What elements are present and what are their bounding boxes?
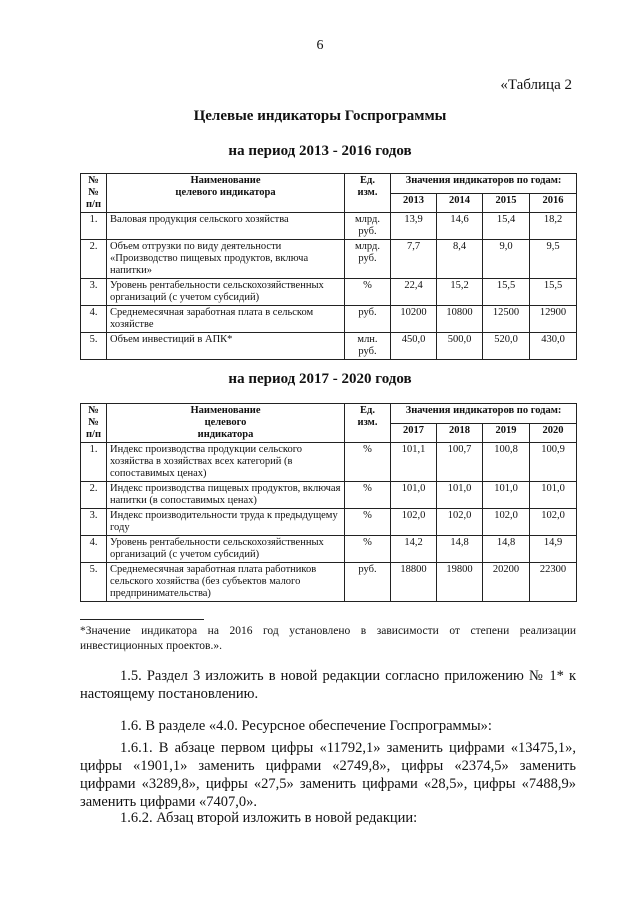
header-unit: Ед. изм. [345, 174, 391, 213]
year-header: 2015 [483, 193, 530, 213]
row-number: 4. [81, 536, 107, 563]
indicator-name: Среднемесячная заработная плата работников сельского хозяйства (без субъектов малого предпринимательства) [107, 563, 345, 602]
table-row [81, 240, 577, 279]
header-name: Наименование целевого индикатора [107, 404, 345, 443]
row-number: 1. [81, 443, 107, 482]
paragraph-1-6-1: 1.6.1. В абзаце первом цифры «11792,1» заменить цифрами «13475,1», цифры «1901,1» заменить цифрами «2749,8», цифры «2374,5» заменить цифрами «3289,8», цифры «27,5» заменить цифрами «28,5», цифры «7488,9» заменить цифрами «7407,0». [80, 740, 576, 810]
unit: % [345, 443, 391, 482]
value: 15,4 [483, 213, 530, 240]
year-header: 2014 [437, 193, 483, 213]
table-row [81, 536, 577, 563]
indicator-name: Уровень рентабельности сельскохозяйственных организаций (с учетом субсидий) [107, 536, 345, 563]
indicator-name: Индекс производства пищевых продуктов, включая напитки (в сопоставимых ценах) [107, 482, 345, 509]
value: 10800 [437, 306, 483, 333]
value: 520,0 [483, 333, 530, 360]
row-number: 3. [81, 509, 107, 536]
year-header: 2017 [391, 423, 437, 443]
value: 22,4 [391, 279, 437, 306]
value: 18800 [391, 563, 437, 602]
value: 20200 [483, 563, 530, 602]
value: 101,0 [530, 482, 577, 509]
value: 14,8 [437, 536, 483, 563]
value: 13,9 [391, 213, 437, 240]
value: 450,0 [391, 333, 437, 360]
value: 101,0 [437, 482, 483, 509]
value: 22300 [530, 563, 577, 602]
value: 14,8 [483, 536, 530, 563]
table-row [81, 509, 577, 536]
indicator-name: Уровень рентабельности сельскохозяйственных организаций (с учетом субсидий) [107, 279, 345, 306]
value: 18,2 [530, 213, 577, 240]
value: 12500 [483, 306, 530, 333]
document-title: Целевые индикаторы Госпрограммы [193, 108, 447, 124]
unit: % [345, 482, 391, 509]
indicator-name: Объем инвестиций в АПК* [107, 333, 345, 360]
paragraph-1-6-2: 1.6.2. Абзац второй изложить в новой редакции: [120, 810, 418, 826]
value: 100,9 [530, 443, 577, 482]
unit: % [345, 536, 391, 563]
year-header: 2019 [483, 423, 530, 443]
table-reference: «Таблица 2 [500, 77, 572, 93]
value: 102,0 [437, 509, 483, 536]
header-num: №№ п/п [81, 404, 107, 443]
year-header: 2018 [437, 423, 483, 443]
indicator-name: Объем отгрузки по виду деятельности «Производство пищевых продуктов, включа напитки» [107, 240, 345, 279]
value: 15,5 [530, 279, 577, 306]
row-number: 2. [81, 240, 107, 279]
unit: млрд. руб. [345, 240, 391, 279]
year-header: 2013 [391, 193, 437, 213]
row-number: 1. [81, 213, 107, 240]
value: 100,7 [437, 443, 483, 482]
value: 12900 [530, 306, 577, 333]
paragraph-1-6: 1.6. В разделе «4.0. Ресурсное обеспечение Госпрограммы»: [120, 718, 492, 734]
value: 101,0 [483, 482, 530, 509]
value: 430,0 [530, 333, 577, 360]
footnote: *Значение индикатора на 2016 год установлено в зависимости от степени реализации инвестиционных проектов.». [80, 625, 576, 652]
period-title-2013-2016: на период 2013 - 2016 годов [228, 143, 412, 159]
header-values: Значения индикаторов по годам: [391, 404, 577, 424]
value: 15,2 [437, 279, 483, 306]
table-row [81, 279, 577, 306]
page-number: 6 [316, 38, 324, 53]
value: 101,1 [391, 443, 437, 482]
value: 14,6 [437, 213, 483, 240]
row-number: 4. [81, 306, 107, 333]
row-number: 2. [81, 482, 107, 509]
value: 9,0 [483, 240, 530, 279]
value: 102,0 [391, 509, 437, 536]
indicator-name: Индекс производства продукции сельского хозяйства в хозяйствах всех категорий (в сопоставимых ценах) [107, 443, 345, 482]
table-row [81, 482, 577, 509]
value: 8,4 [437, 240, 483, 279]
table-row [81, 443, 577, 482]
row-number: 3. [81, 279, 107, 306]
period-title-2017-2020: на период 2017 - 2020 годов [228, 371, 412, 387]
value: 100,8 [483, 443, 530, 482]
table-row [81, 333, 577, 360]
value: 19800 [437, 563, 483, 602]
indicators-table-2017-2020 [80, 403, 577, 602]
unit: млн. руб. [345, 333, 391, 360]
unit: млрд. руб. [345, 213, 391, 240]
table-row [81, 213, 577, 240]
value: 102,0 [483, 509, 530, 536]
year-header: 2020 [530, 423, 577, 443]
value: 500,0 [437, 333, 483, 360]
unit: руб. [345, 306, 391, 333]
unit: % [345, 509, 391, 536]
value: 9,5 [530, 240, 577, 279]
footnote-divider [80, 619, 204, 620]
indicator-name: Индекс производительности труда к предыдущему году [107, 509, 345, 536]
indicators-table-2013-2016 [80, 173, 577, 360]
header-unit: Ед. изм. [345, 404, 391, 443]
value: 14,2 [391, 536, 437, 563]
value: 14,9 [530, 536, 577, 563]
value: 102,0 [530, 509, 577, 536]
row-number: 5. [81, 333, 107, 360]
value: 10200 [391, 306, 437, 333]
indicator-name: Валовая продукция сельского хозяйства [107, 213, 345, 240]
header-num: №№ п/п [81, 174, 107, 213]
value: 7,7 [391, 240, 437, 279]
row-number: 5. [81, 563, 107, 602]
year-header: 2016 [530, 193, 577, 213]
paragraph-1-5: 1.5. Раздел 3 изложить в новой редакции согласно приложению № 1* к настоящему постановлению. [80, 668, 576, 702]
indicator-name: Среднемесячная заработная плата в сельском хозяйстве [107, 306, 345, 333]
table-row [81, 306, 577, 333]
value: 101,0 [391, 482, 437, 509]
table-row [81, 563, 577, 602]
unit: руб. [345, 563, 391, 602]
header-name: Наименование целевого индикатора [107, 174, 345, 213]
unit: % [345, 279, 391, 306]
value: 15,5 [483, 279, 530, 306]
header-values: Значения индикаторов по годам: [391, 174, 577, 194]
